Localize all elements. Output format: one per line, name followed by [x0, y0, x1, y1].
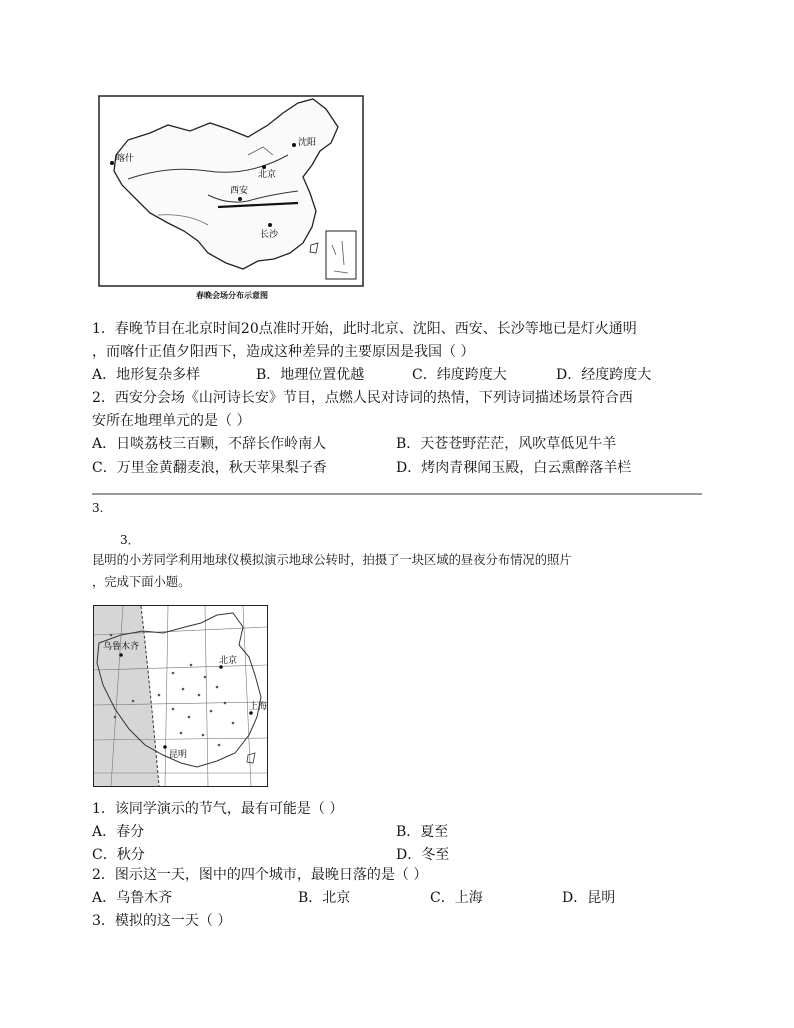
q3-2-option-b: B．北京 — [298, 890, 351, 906]
q2-option-b: B．天苍苍野茫茫，风吹草低见牛羊 — [396, 436, 617, 452]
q1-option-c: C．纬度跨度大 — [412, 367, 507, 383]
q3-1-option-d: D．冬至 — [396, 847, 450, 863]
question-2-text-cont: 安所在地理单元的是（ ） — [92, 413, 251, 429]
question-1-text: 1．春晚节目在北京时间20点准时开始，此时北京、沈阳、西安、长沙等地已是灯火通明 — [92, 321, 637, 337]
q3-2-option-d: D．昆明 — [562, 890, 616, 906]
question-3-3-text: 3．模拟的这一天（ ） — [92, 913, 232, 929]
city-label-beijing-2: 北京 — [219, 656, 238, 666]
city-label-kashgar: 喀什 — [116, 154, 135, 164]
q3-1-option-c: C．秋分 — [92, 847, 145, 863]
map-caption: 春晚会场分布示意图 — [196, 290, 268, 300]
kunming-dot — [163, 745, 167, 749]
city-label-shenyang: 沈阳 — [298, 138, 317, 148]
city-label-kunming: 昆明 — [169, 750, 188, 760]
q3-1-option-b: B．夏至 — [396, 824, 449, 840]
q2-option-c: C．万里金黄翻麦浪，秋天苹果梨子香 — [92, 460, 327, 476]
q3-2-option-c: C．上海 — [430, 890, 483, 906]
question-1-text-cont: ，而喀什正值夕阳西下，造成这种差异的主要原因是我国（ ） — [92, 344, 475, 360]
city-label-urumqi: 乌鲁木齐 — [103, 642, 140, 652]
question-3-1-text: 1．该同学演示的节气，最有可能是（ ） — [92, 801, 344, 817]
beijing-dot — [262, 165, 266, 169]
kashgar-dot — [110, 161, 114, 165]
changsha-dot — [268, 223, 272, 227]
day-night-map-figure — [93, 605, 268, 787]
question-2-text: 2．西安分会场《山河诗长安》节目，点燃人民对诗词的热情，下列诗词描述场景符合西 — [92, 390, 633, 406]
city-label-xian: 西安 — [230, 186, 249, 196]
q2-option-d: D．烤肉青稞闻玉殿，白云熏醉落羊栏 — [396, 460, 632, 476]
china-map-image — [98, 95, 364, 287]
q1-option-b: B．地理位置优越 — [256, 367, 365, 383]
city-label-beijing: 北京 — [258, 170, 277, 180]
xian-dot — [238, 197, 242, 201]
q3-1-option-a: A．春分 — [92, 824, 145, 840]
urumqi-dot — [119, 653, 123, 657]
q3-2-option-a: A．乌鲁木齐 — [92, 890, 173, 906]
section-number: 3. — [92, 501, 104, 515]
question-3-2-text: 2．图示这一天，图中的四个城市，最晚日落的是（ ） — [92, 867, 428, 883]
city-label-shanghai: 上海 — [249, 702, 268, 712]
section-divider — [92, 493, 702, 495]
sub-question-number: 3． — [120, 533, 140, 547]
intro-text: 昆明的小芳同学利用地球仪模拟演示地球公转时，拍摄了一块区域的昼夜分布情况的照片 — [92, 553, 572, 567]
china-map-figure — [98, 95, 364, 287]
q1-option-a: A．地形复杂多样 — [92, 367, 201, 383]
intro-text-cont: ，完成下面小题。 — [92, 575, 191, 589]
q1-option-d: D．经度跨度大 — [556, 367, 652, 383]
q2-option-a: A．日啖荔枝三百颗，不辞长作岭南人 — [92, 436, 327, 452]
city-label-changsha: 长沙 — [260, 230, 279, 240]
day-night-map-image — [93, 605, 268, 787]
shenyang-dot — [292, 143, 296, 147]
